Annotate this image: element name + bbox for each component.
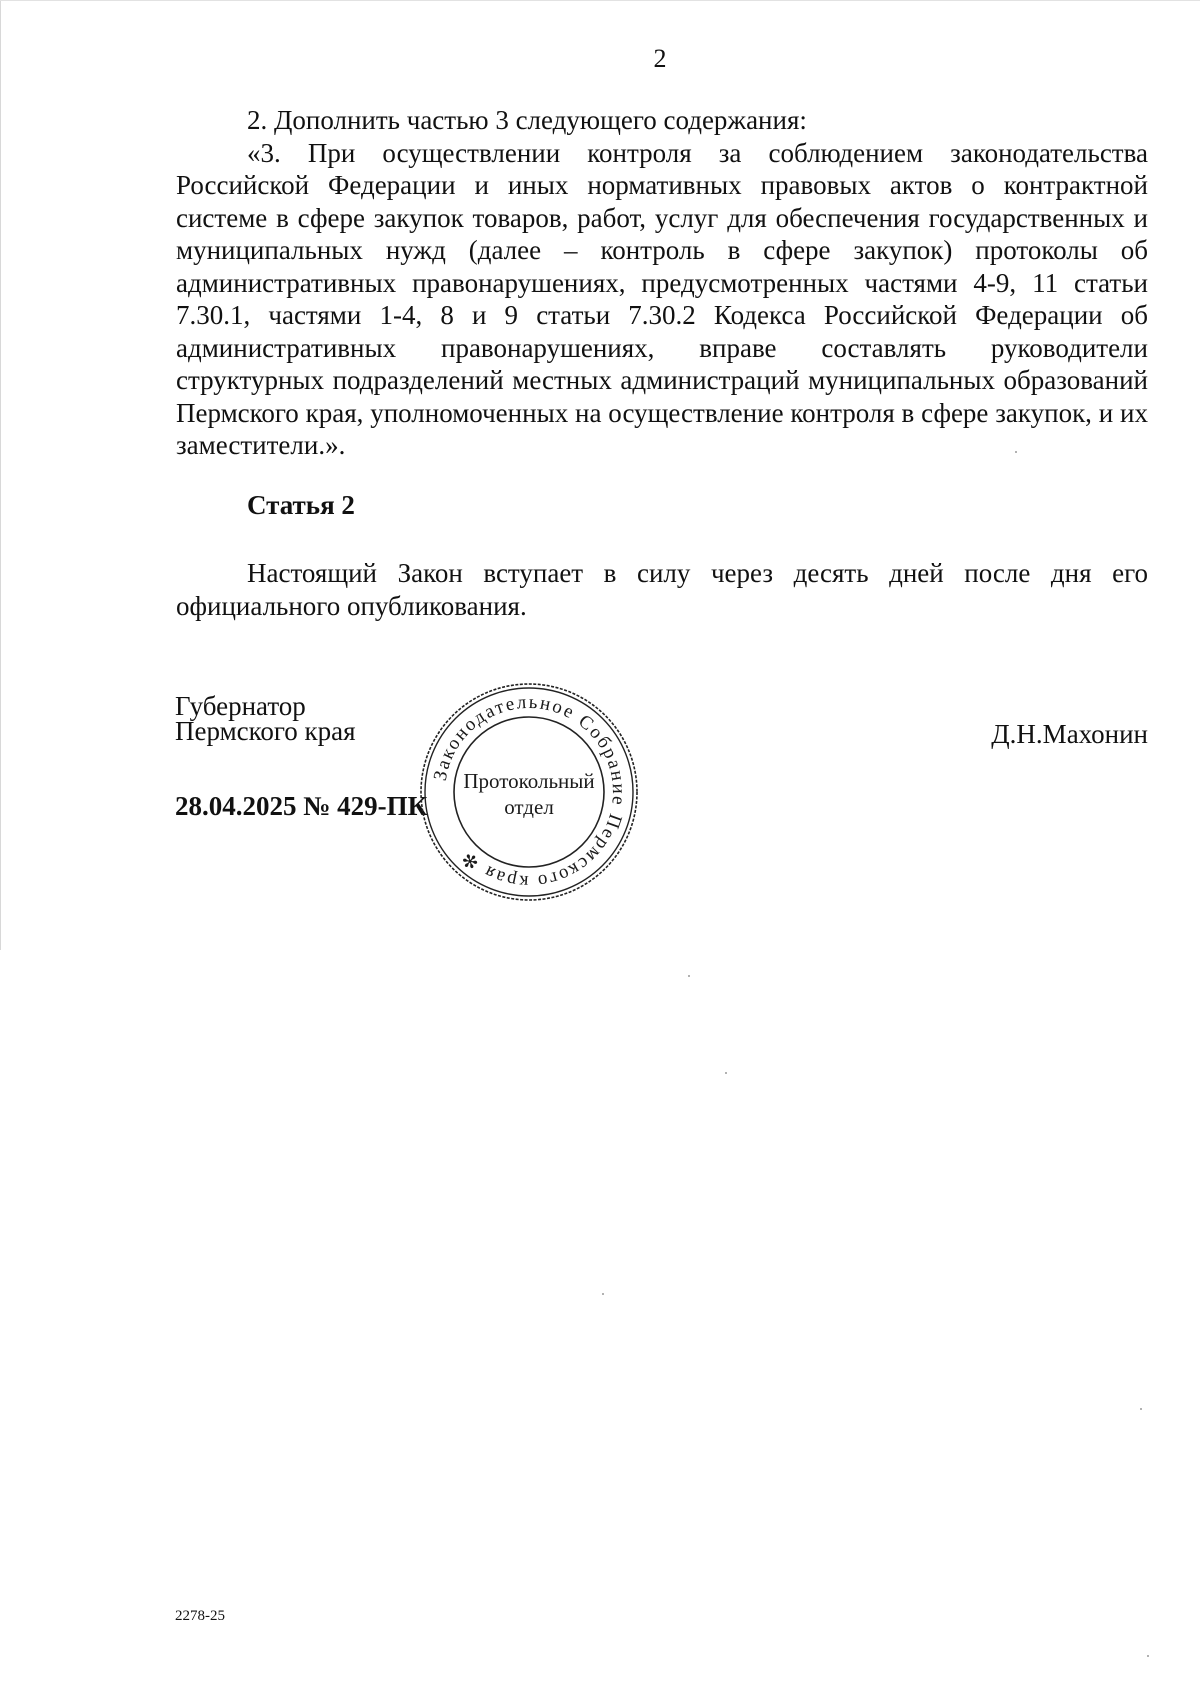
scan-edge-top bbox=[0, 0, 1200, 1]
amendment-text: «3. При осуществлении контроля за соблюдением законодательства Российской Федерации и иных нормативных правовых актов о контрактной системе в сфере закупок товаров, работ, услуг для обеспечения государственных и муниципальных нужд (далее – контроль в сфере закупок) протоколы об административных правонарушениях, предусмотренных частями 4-9, 11 статьи 7.30.1, частями 1-4, 8 и 9 статьи 7.30.2 Кодекса Российской Федерации об административных правонарушениях, вправе составлять руководители структурных подразделений местных администраций муниципальных образований Пермского края, уполномоченных на осуществление контроля в сфере закупок, и их заместители.». bbox=[176, 137, 1148, 460]
scan-speck bbox=[1147, 1655, 1149, 1657]
stamp-inner-line1: Протокольный bbox=[463, 769, 595, 793]
article-2-text: Настоящий Закон вступает в силу через десять дней после дня его официального опубликования. bbox=[176, 558, 1148, 621]
official-stamp bbox=[414, 680, 644, 905]
signatory-title bbox=[175, 691, 356, 746]
stamp-ring-textpath: Законодательное Собрание Пермского края ✻ bbox=[429, 691, 630, 893]
document-code: 2278-25 bbox=[175, 1608, 225, 1624]
amendment-block bbox=[176, 104, 1148, 462]
scan-edge-left bbox=[0, 0, 1, 950]
scan-speck bbox=[725, 1072, 727, 1074]
scan-speck bbox=[1015, 451, 1017, 453]
signatory-title-line2: Пермского края bbox=[175, 716, 356, 746]
scan-speck bbox=[602, 1293, 604, 1295]
scan-speck bbox=[1140, 1408, 1142, 1410]
law-date-number: 28.04.2025 № 429-ПК bbox=[175, 791, 428, 821]
signatory-name: Д.Н.Махонин bbox=[991, 719, 1148, 749]
article-2-heading: Статья 2 bbox=[247, 490, 355, 520]
scan-speck bbox=[688, 975, 690, 977]
signatory-title-line1: Губернатор bbox=[175, 691, 306, 721]
article-2-block bbox=[176, 557, 1148, 622]
page-number: 2 bbox=[653, 44, 667, 73]
stamp-inner-line2: отдел bbox=[504, 795, 554, 819]
amendment-intro: 2. Дополнить частью 3 следующего содержания: bbox=[247, 105, 807, 135]
